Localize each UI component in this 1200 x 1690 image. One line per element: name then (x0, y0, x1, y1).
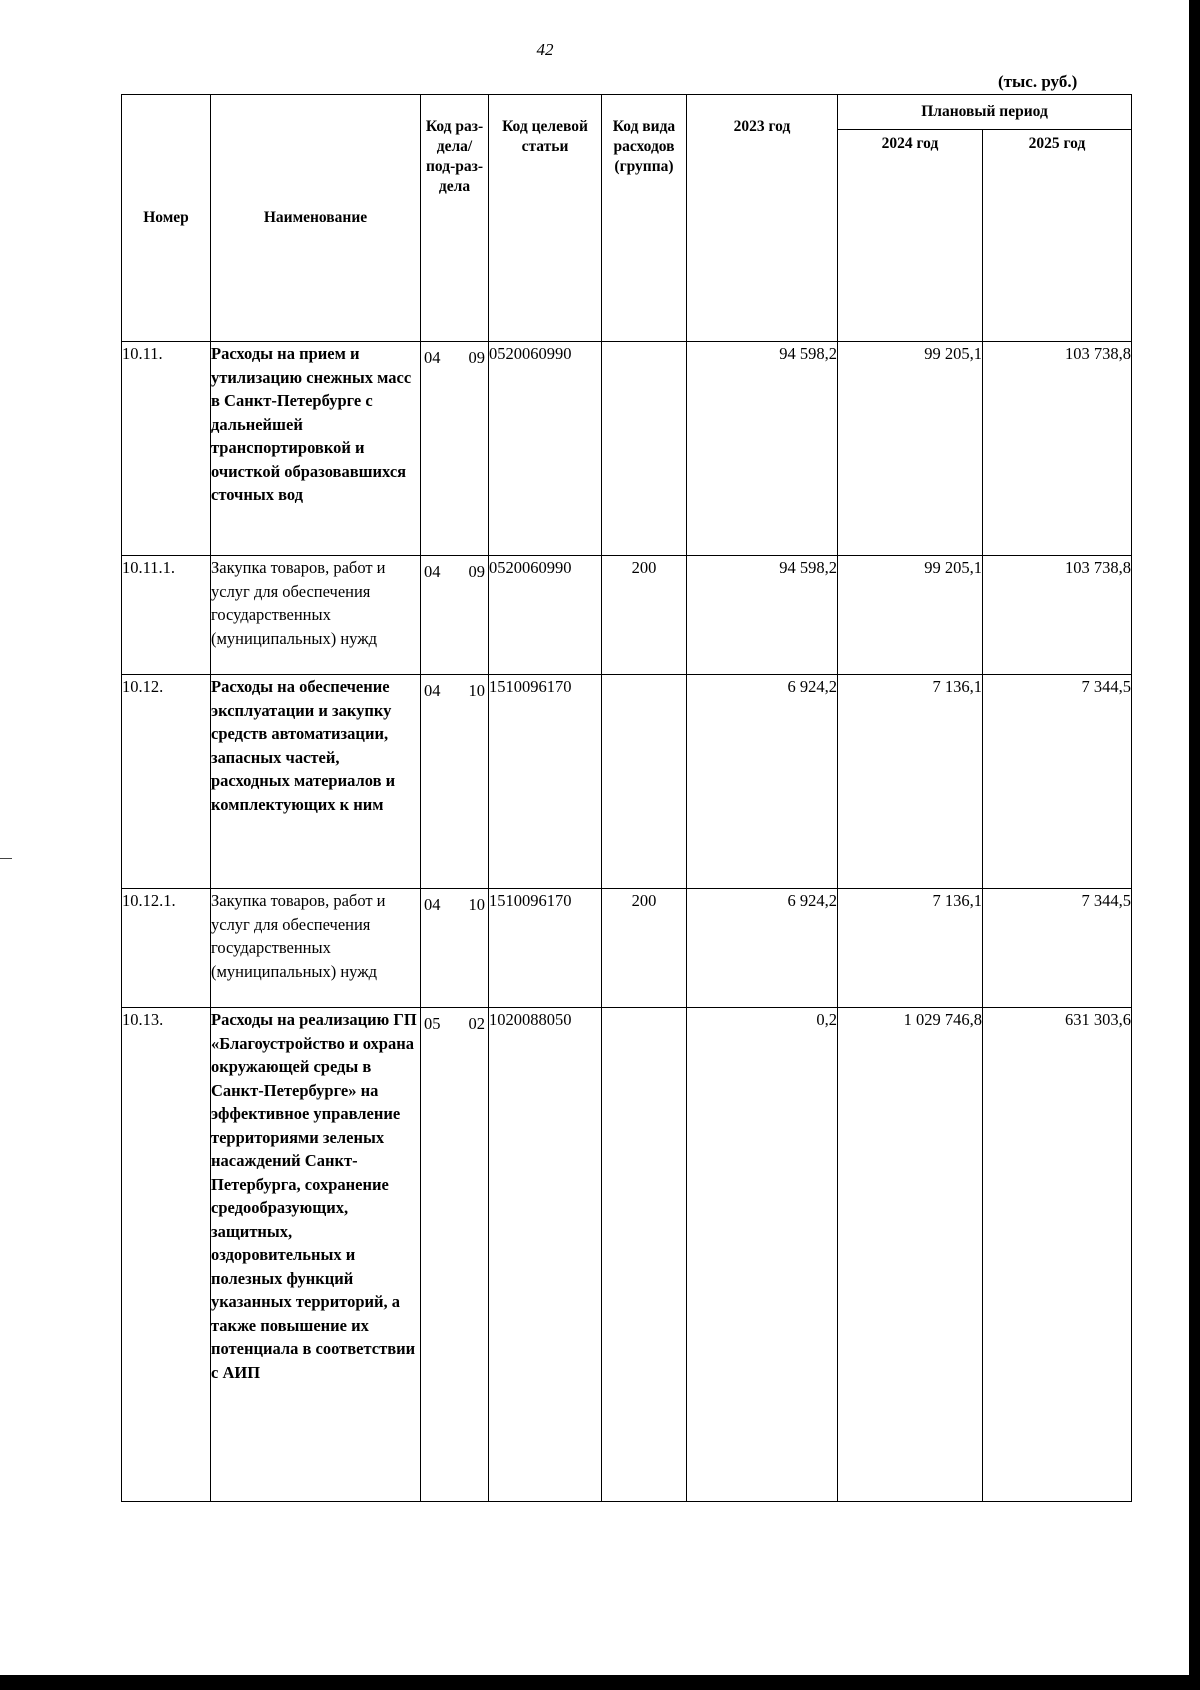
row-name: Закупка товаров, работ и услуг для обеспечения государственных (муниципальных) нужд (211, 889, 421, 1008)
header-section-code: Код раз-дела/ под-раз-дела (421, 95, 489, 342)
section-code: 04 (424, 562, 441, 581)
header-target-code: Код целевой статьи (489, 95, 602, 342)
scan-border-bottom (0, 1675, 1200, 1690)
subsection-code: 02 (468, 1014, 485, 1033)
row-name: Расходы на реализацию ГП «Благоустройство и охрана окружающей среды в Санкт-Петербурге» на эффективное управление территориями зеленых насаждений Санкт-Петербурга, сохранение средообразующих, защитных, оздоровительных и полезных функций указанных территорий, а также повышение их потенциала в соответствии с АИП (211, 1008, 421, 1502)
scan-border-right (1189, 0, 1200, 1690)
header-number: Номер (122, 95, 211, 342)
row-number: 10.11. (122, 342, 211, 556)
subsection-code: 10 (468, 895, 485, 914)
row-amount-2023: 94 598,2 (687, 556, 838, 675)
row-section-code (421, 556, 489, 675)
subsection-code: 09 (468, 348, 485, 367)
row-number: 10.12.1. (122, 889, 211, 1008)
section-code: 04 (424, 681, 441, 700)
row-amount-2024: 1 029 746,8 (838, 1008, 983, 1502)
section-code: 04 (424, 348, 441, 367)
row-target-code: 1510096170 (489, 889, 602, 1008)
row-expense-type (602, 675, 687, 889)
row-name: Закупка товаров, работ и услуг для обеспечения государственных (муниципальных) нужд (211, 556, 421, 675)
page-number: 42 (536, 40, 554, 59)
row-amount-2023: 6 924,2 (687, 675, 838, 889)
row-expense-type: 200 (602, 889, 687, 1008)
row-target-code: 1510096170 (489, 675, 602, 889)
scan-margin-mark (0, 858, 12, 859)
row-amount-2024: 7 136,1 (838, 889, 983, 1008)
row-section-code (421, 342, 489, 556)
row-amount-2025: 7 344,5 (983, 675, 1132, 889)
table-row (122, 1008, 1132, 1502)
header-expense-type: Код вида расходов (группа) (602, 95, 687, 342)
subsection-code: 09 (468, 562, 485, 581)
row-target-code: 0520060990 (489, 342, 602, 556)
row-section-code (421, 889, 489, 1008)
row-target-code: 0520060990 (489, 556, 602, 675)
unit-note: (тыс. руб.) (998, 72, 1078, 91)
row-amount-2025: 103 738,8 (983, 342, 1132, 556)
table-row (122, 556, 1132, 675)
row-amount-2025: 7 344,5 (983, 889, 1132, 1008)
header-year-2025: 2025 год (983, 130, 1132, 342)
table-row (122, 889, 1132, 1008)
section-code: 04 (424, 895, 441, 914)
row-amount-2023: 6 924,2 (687, 889, 838, 1008)
row-amount-2025: 103 738,8 (983, 556, 1132, 675)
header-year-2023: 2023 год (687, 95, 838, 342)
table-row (122, 675, 1132, 889)
table-row (122, 342, 1132, 556)
row-expense-type: 200 (602, 556, 687, 675)
row-number: 10.12. (122, 675, 211, 889)
row-amount-2024: 99 205,1 (838, 342, 983, 556)
header-year-2024: 2024 год (838, 130, 983, 342)
row-number: 10.13. (122, 1008, 211, 1502)
header-name: Наименование (211, 95, 421, 342)
row-amount-2024: 7 136,1 (838, 675, 983, 889)
subsection-code: 10 (468, 681, 485, 700)
row-target-code: 1020088050 (489, 1008, 602, 1502)
budget-table (121, 94, 1132, 1502)
row-name: Расходы на обеспечение эксплуатации и закупку средств автоматизации, запасных частей, расходных материалов и комплектующих к ним (211, 675, 421, 889)
row-number: 10.11.1. (122, 556, 211, 675)
row-name: Расходы на прием и утилизацию снежных масс в Санкт-Петербурге с дальнейшей транспортировкой и очисткой образовавшихся сточных вод (211, 342, 421, 556)
row-section-code (421, 675, 489, 889)
row-expense-type (602, 342, 687, 556)
row-amount-2023: 0,2 (687, 1008, 838, 1502)
row-amount-2023: 94 598,2 (687, 342, 838, 556)
header-planned-period: Плановый период (838, 95, 1132, 130)
row-amount-2024: 99 205,1 (838, 556, 983, 675)
row-section-code (421, 1008, 489, 1502)
section-code: 05 (424, 1014, 441, 1033)
row-expense-type (602, 1008, 687, 1502)
row-amount-2025: 631 303,6 (983, 1008, 1132, 1502)
